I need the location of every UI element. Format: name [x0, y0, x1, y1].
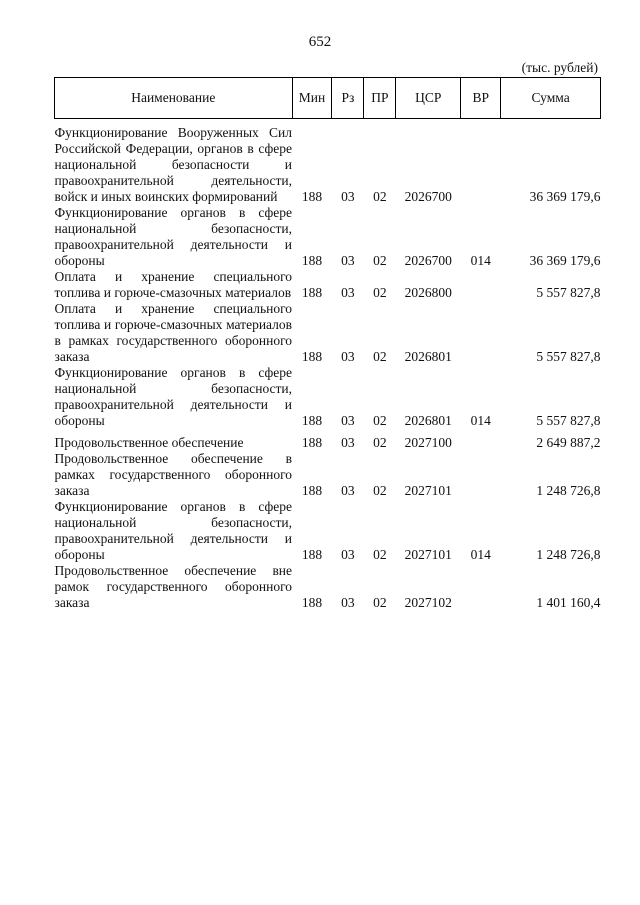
row-sum: 1 248 726,8 [536, 483, 601, 498]
table-row [55, 451, 601, 499]
units-label: (тыс. рублей) [521, 60, 598, 75]
row-vr [461, 429, 501, 451]
row-min: 188 [301, 547, 323, 562]
row-csr: 2027101 [404, 483, 452, 498]
row-pr: 02 [373, 483, 387, 498]
row-vr [461, 301, 501, 365]
row-name: Оплата и хранение специального топлива и горюче-смазочных материалов в рамках государственного оборонного заказа [54, 301, 293, 364]
row-rz: 03 [341, 595, 355, 610]
row-name: Функционирование органов в сфере национальной безопасности, правоохранительной деятельности и обороны [54, 499, 293, 562]
row-csr: 2026801 [404, 413, 452, 428]
row-sum: 36 369 179,6 [529, 253, 601, 268]
row-vr: 014 [470, 253, 491, 268]
table-row [55, 301, 601, 365]
row-pr: 02 [373, 413, 387, 428]
row-name: Продовольственное обеспечение в рамках государственного оборонного заказа [54, 451, 293, 498]
table-row [55, 119, 601, 206]
table-row [55, 269, 601, 301]
header-min: Мин [292, 78, 332, 119]
row-min: 188 [301, 483, 323, 498]
header-pr: ПР [364, 78, 396, 119]
row-min: 188 [301, 189, 323, 204]
header-name: Наименование [55, 78, 293, 119]
row-rz: 03 [341, 413, 355, 428]
row-sum: 5 557 827,8 [536, 413, 601, 428]
row-vr: 014 [470, 413, 491, 428]
row-name: Продовольственное обеспечение [54, 435, 244, 450]
row-csr: 2027101 [404, 547, 452, 562]
row-sum: 5 557 827,8 [536, 285, 601, 300]
table-row [55, 499, 601, 563]
row-rz: 03 [341, 547, 355, 562]
row-sum: 2 649 887,2 [536, 435, 601, 450]
table-row [55, 429, 601, 451]
row-min: 188 [301, 413, 323, 428]
row-sum: 1 401 160,4 [536, 595, 601, 610]
header-sum: Сумма [501, 78, 601, 119]
row-rz: 03 [341, 285, 355, 300]
row-csr: 2026800 [404, 285, 452, 300]
row-csr: 2027102 [404, 595, 452, 610]
row-pr: 02 [373, 349, 387, 364]
row-min: 188 [301, 435, 323, 450]
row-name: Функционирование органов в сфере национальной безопасности, правоохранительной деятельности и обороны [54, 205, 293, 268]
row-pr: 02 [373, 189, 387, 204]
row-rz: 03 [341, 253, 355, 268]
row-name: Оплата и хранение специального топлива и горюче-смазочных материалов [54, 269, 293, 300]
row-vr [461, 563, 501, 611]
row-min: 188 [301, 595, 323, 610]
row-sum: 36 369 179,6 [529, 189, 601, 204]
row-pr: 02 [373, 547, 387, 562]
header-rz: Рз [332, 78, 364, 119]
table-row [55, 563, 601, 611]
table-header [55, 78, 601, 119]
row-pr: 02 [373, 595, 387, 610]
page-number: 652 [308, 34, 332, 50]
table-body [55, 119, 601, 612]
row-pr: 02 [373, 253, 387, 268]
row-csr: 2026801 [404, 349, 452, 364]
row-vr [461, 119, 501, 206]
row-rz: 03 [341, 483, 355, 498]
row-sum: 1 248 726,8 [536, 547, 601, 562]
row-csr: 2026700 [404, 189, 452, 204]
budget-table [54, 77, 601, 611]
row-pr: 02 [373, 435, 387, 450]
row-pr: 02 [373, 285, 387, 300]
row-name: Продовольственное обеспечение вне рамок государственного оборонного заказа [54, 563, 293, 610]
row-rz: 03 [341, 189, 355, 204]
row-csr: 2027100 [404, 435, 452, 450]
row-csr: 2026700 [404, 253, 452, 268]
table-row [55, 205, 601, 269]
row-min: 188 [301, 253, 323, 268]
row-vr: 014 [470, 547, 491, 562]
row-rz: 03 [341, 435, 355, 450]
row-name: Функционирование Вооруженных Сил Российской Федерации, органов в сфере национальной безопасности и правоохранительной деятельности, войск и иных воинских формирований [54, 125, 293, 204]
row-sum: 5 557 827,8 [536, 349, 601, 364]
row-name: Функционирование органов в сфере национальной безопасности, правоохранительной деятельности и обороны [54, 365, 293, 428]
row-min: 188 [301, 285, 323, 300]
header-vr: ВР [461, 78, 501, 119]
row-min: 188 [301, 349, 323, 364]
header-csr: ЦСР [396, 78, 461, 119]
row-rz: 03 [341, 349, 355, 364]
row-vr [461, 451, 501, 499]
row-vr [461, 269, 501, 301]
table-row [55, 365, 601, 429]
